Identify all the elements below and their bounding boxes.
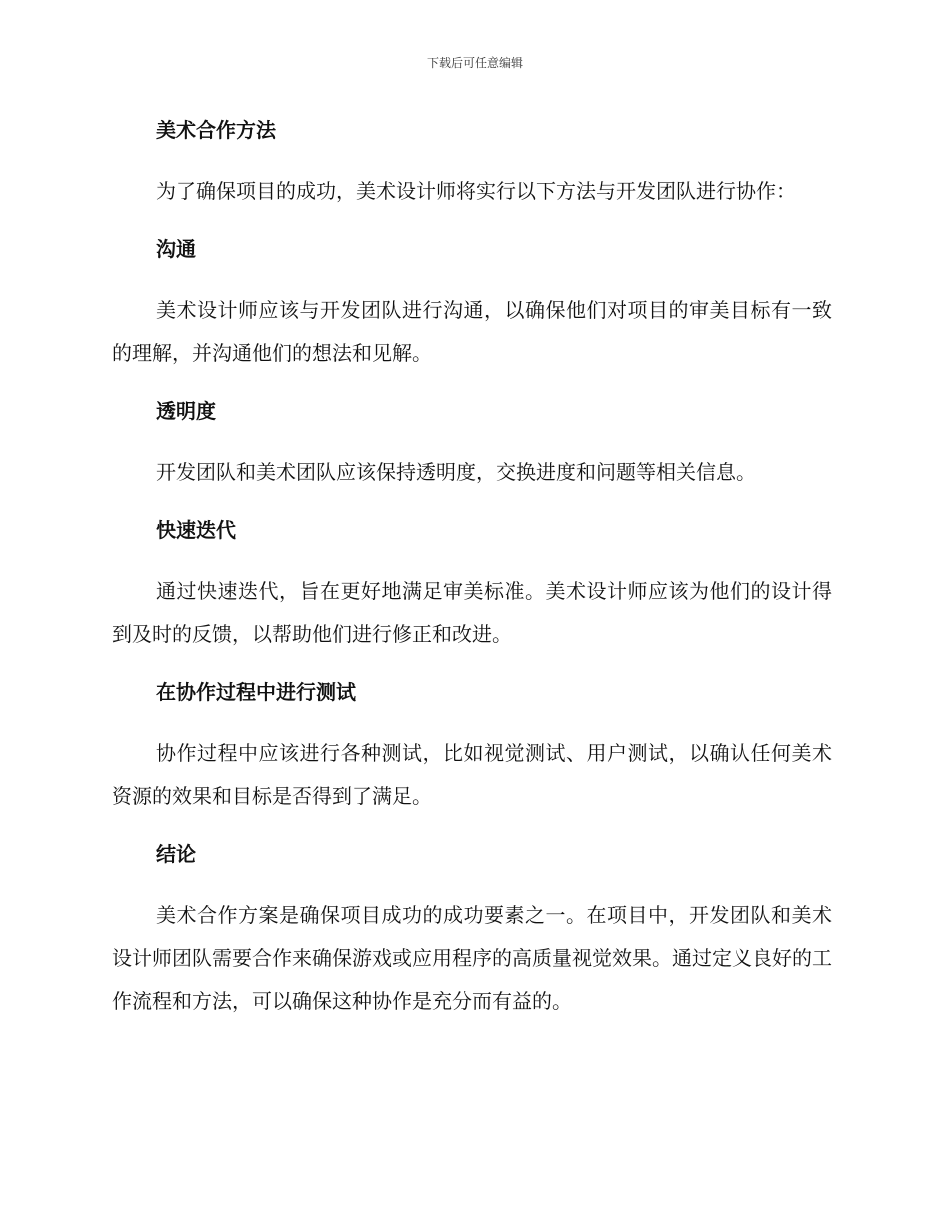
section-paragraph: 为了确保项目的成功，美术设计师将实行以下方法与开发团队进行协作： [156, 179, 796, 203]
spacer [112, 213, 832, 231]
spacer [112, 267, 832, 289]
section-testing-in-collaboration [112, 674, 832, 836]
spacer [112, 872, 832, 894]
section-heading: 沟通 [156, 237, 196, 261]
section-heading: 快速迭代 [156, 518, 236, 542]
spacer [112, 429, 832, 451]
section-conclusion [112, 836, 832, 1023]
section-paragraph: 协作过程中应该进行各种测试，比如视觉测试、用户测试，以确认任何美术资源的效果和目标是否得到了满足。 [112, 741, 832, 808]
section-heading: 美术合作方法 [156, 118, 276, 142]
section-rapid-iteration [112, 512, 832, 674]
spacer [112, 494, 832, 512]
section-communication [112, 231, 832, 393]
section-paragraph: 美术设计师应该与开发团队进行沟通，以确保他们对项目的审美目标有一致的理解，并沟通他们的想法和见解。 [112, 298, 832, 365]
spacer [112, 548, 832, 570]
spacer [112, 375, 832, 393]
section-heading: 透明度 [156, 399, 216, 423]
section-paragraph: 开发团队和美术团队应该保持透明度，交换进度和问题等相关信息。 [156, 460, 756, 484]
section-art-collaboration-methods [112, 112, 832, 231]
section-paragraph: 通过快速迭代，旨在更好地满足审美标准。美术设计师应该为他们的设计得到及时的反馈，以帮助他们进行修正和改进。 [112, 579, 832, 646]
spacer [112, 656, 832, 674]
section-paragraph: 美术合作方案是确保项目成功的成功要素之一。在项目中，开发团队和美术设计师团队需要合作来确保游戏或应用程序的高质量视觉效果。通过定义良好的工作流程和方法，可以确保这种协作是充分而有益的。 [112, 903, 832, 1013]
document-content [112, 112, 832, 1023]
spacer [112, 148, 832, 170]
section-heading: 在协作过程中进行测试 [156, 680, 356, 704]
spacer [112, 818, 832, 836]
section-heading: 结论 [156, 842, 196, 866]
section-transparency [112, 393, 832, 512]
spacer [112, 710, 832, 732]
page-header: 下载后可任意编辑 [426, 56, 523, 70]
